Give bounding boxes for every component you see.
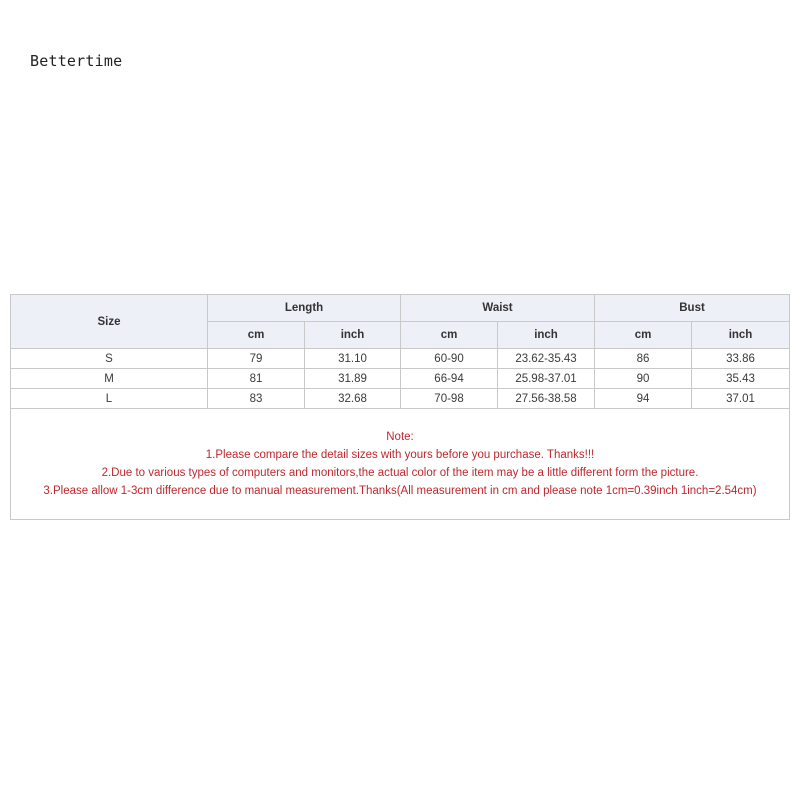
table-header-row [11,295,790,322]
unit-header: inch [498,322,595,349]
unit-header: inch [692,322,790,349]
table-cell: 79 [208,349,305,369]
unit-header: cm [595,322,692,349]
size-cell: M [11,369,208,389]
table-cell: 86 [595,349,692,369]
size-cell: L [11,389,208,409]
table-cell: 32.68 [305,389,401,409]
waist-header: Waist [401,295,595,322]
length-header: Length [208,295,401,322]
table-cell: 60-90 [401,349,498,369]
note-line-3: 3.Please allow 1-3cm difference due to manual measurement.Thanks(All measurement in cm and please note 1cm=0.39inch 1inch=2.54cm) [43,485,757,497]
unit-header: cm [401,322,498,349]
table-cell: 37.01 [692,389,790,409]
table-cell: 83 [208,389,305,409]
table-cell: 94 [595,389,692,409]
table-cell: 90 [595,369,692,389]
size-header: Size [11,295,208,349]
table-cell: 31.10 [305,349,401,369]
unit-header: cm [208,322,305,349]
table-cell: 33.86 [692,349,790,369]
note-line-1: 1.Please compare the detail sizes with yours before you purchase. Thanks!!! [205,449,595,461]
note-title: Note: [386,431,414,443]
note-line-2: 2.Due to various types of computers and monitors,the actual color of the item may be a little different form the picture. [101,467,699,479]
brand-name: Bettertime [30,52,123,70]
table-cell: 25.98-37.01 [498,369,595,389]
bust-header: Bust [595,295,790,322]
size-cell: S [11,349,208,369]
table-cell: 81 [208,369,305,389]
table-cell: 23.62-35.43 [498,349,595,369]
table-cell: 35.43 [692,369,790,389]
size-chart-table [10,294,790,520]
table-row [11,349,790,369]
notes-cell [11,409,790,520]
table-row [11,389,790,409]
table-cell: 66-94 [401,369,498,389]
unit-header: inch [305,322,401,349]
table-cell: 70-98 [401,389,498,409]
table-row [11,369,790,389]
table-cell: 27.56-38.58 [498,389,595,409]
table-cell: 31.89 [305,369,401,389]
notes-row [11,409,790,520]
